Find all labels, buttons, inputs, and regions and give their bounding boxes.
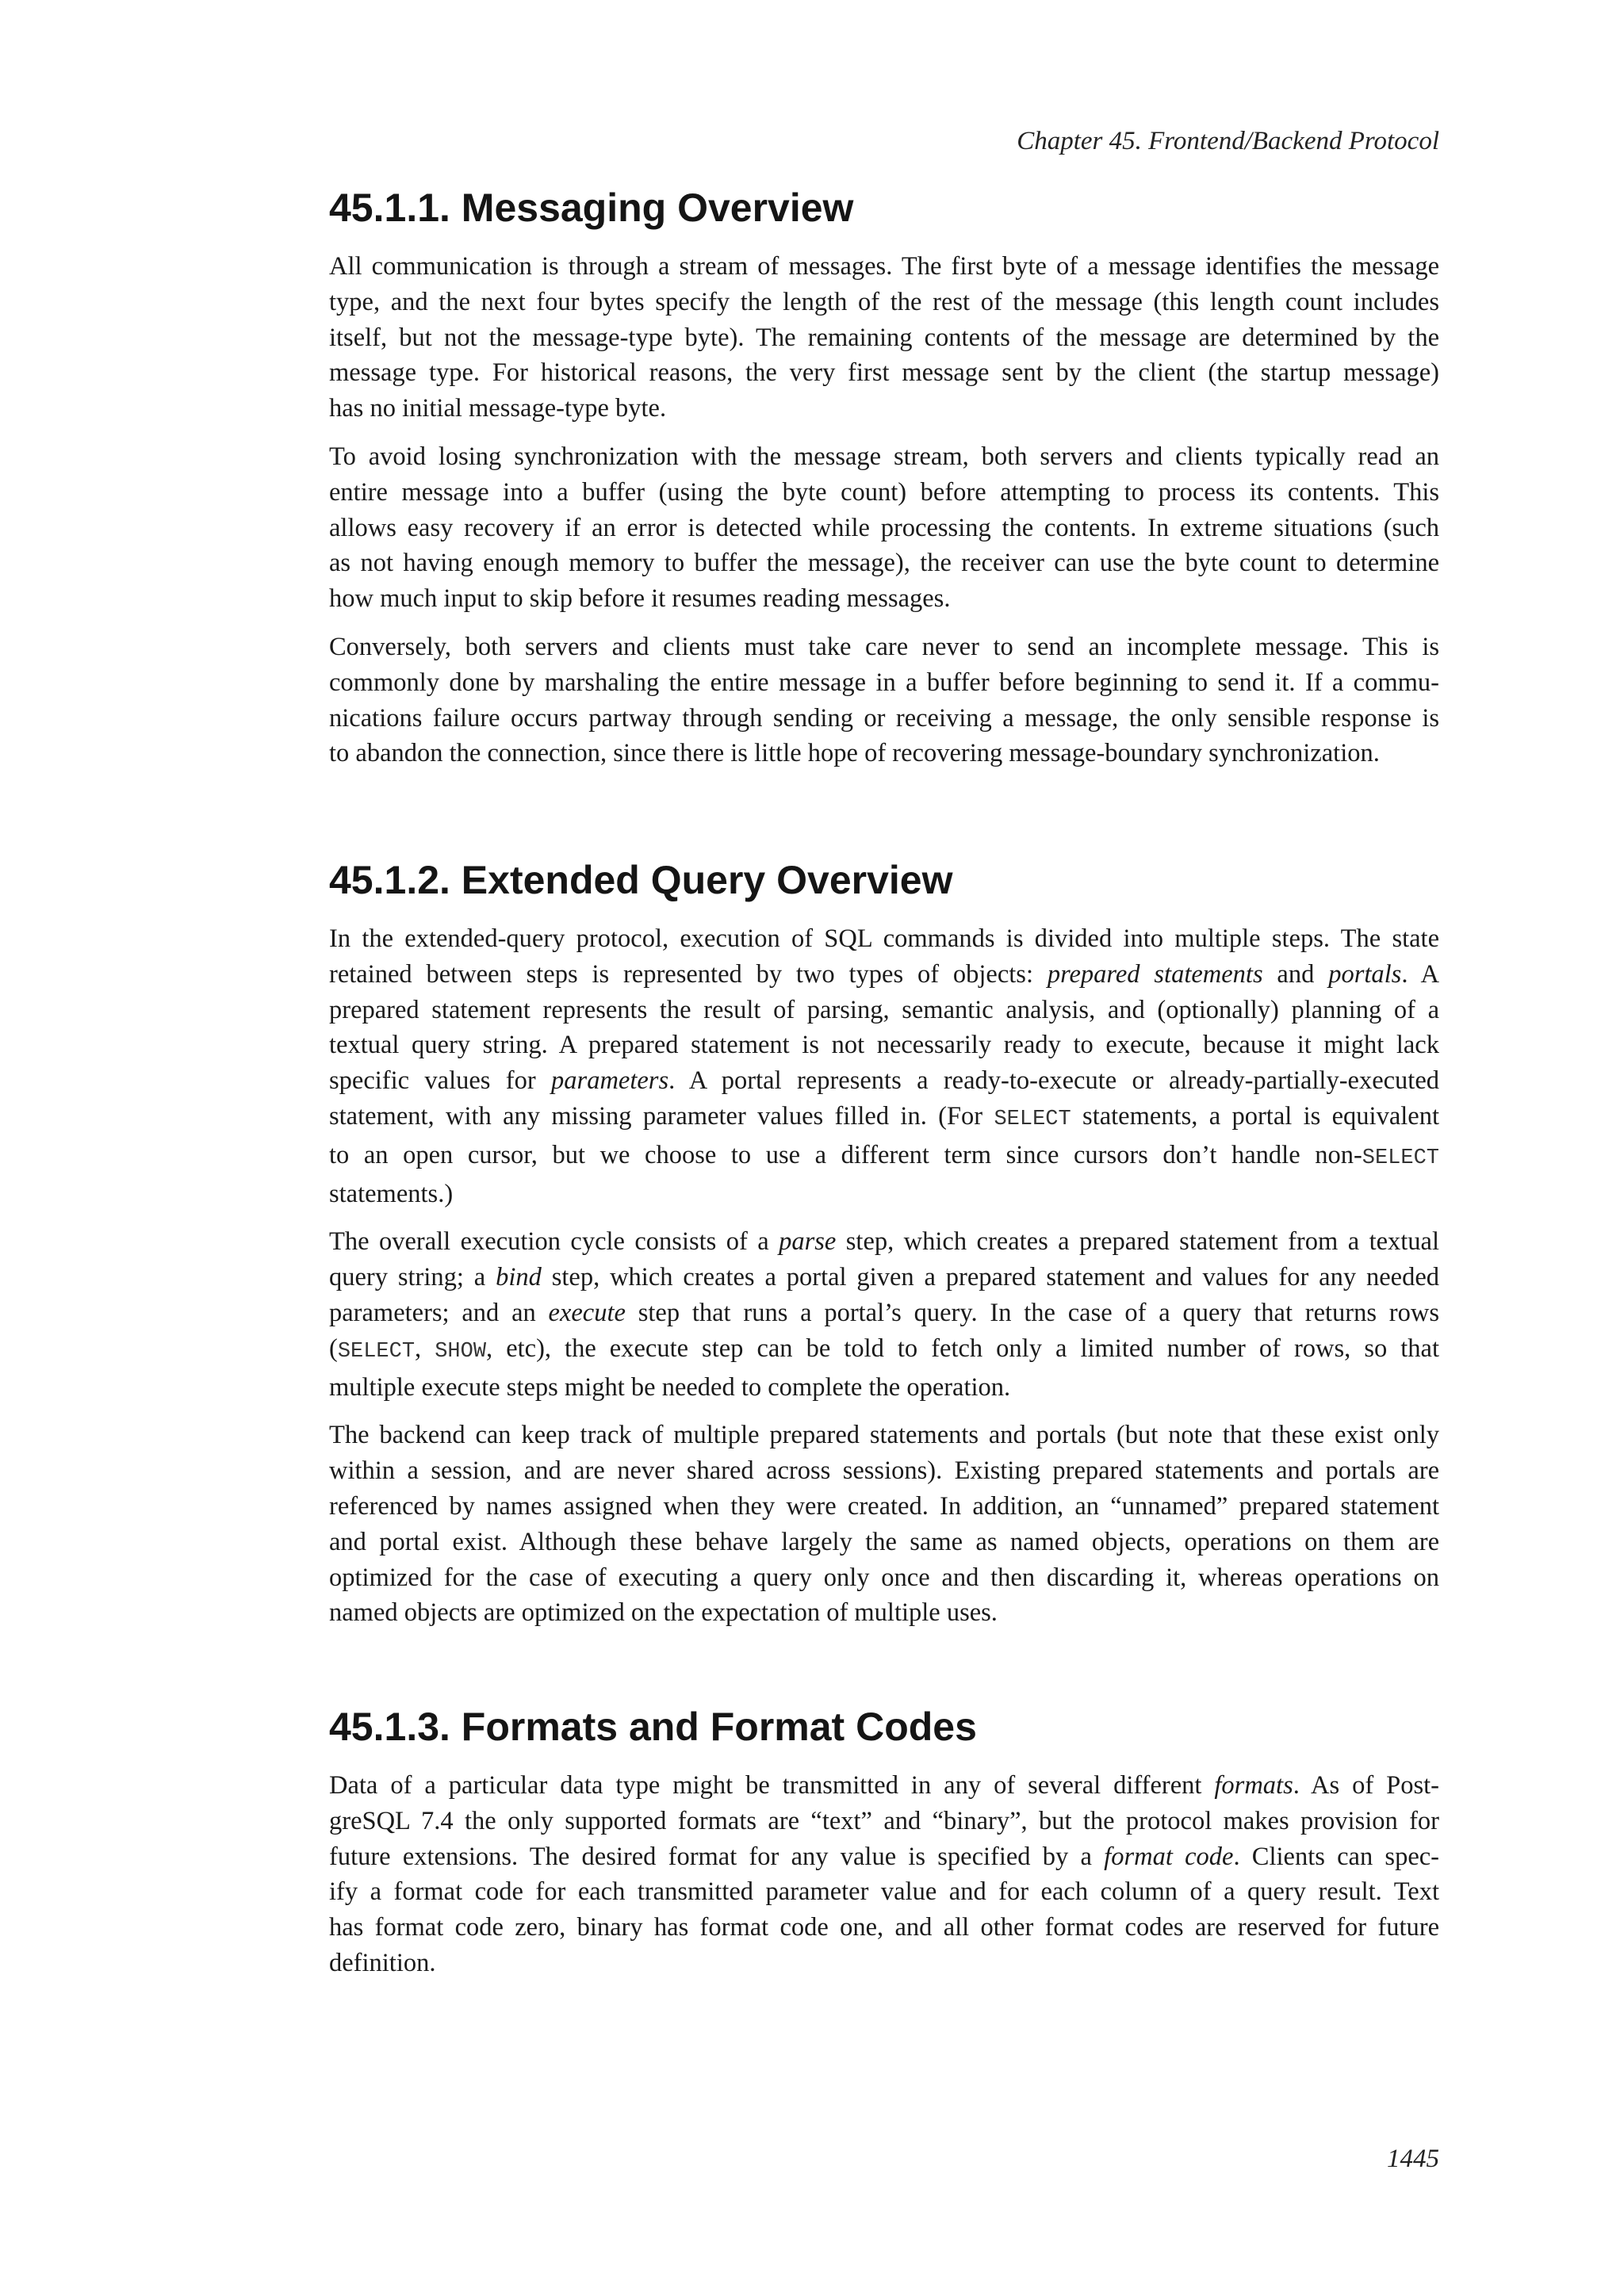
section-extended-query-overview xyxy=(329,856,1439,1644)
text-line: as not having enough memory to buffer the message), the receiver can use the byte count to determine xyxy=(329,549,1439,578)
text-line: multiple execute steps might be needed to complete the operation. xyxy=(329,1372,1011,1402)
text-line: and portal exist. Although these behave largely the same as named objects, operations on them are xyxy=(329,1527,1439,1556)
text-line: In the extended-query protocol, execution of SQL commands is divided into multiple steps. The state xyxy=(329,924,1439,953)
running-header: Chapter 45. Frontend/Backend Protocol xyxy=(1017,127,1439,155)
text-line: specific values for parameters. A portal represents a ready-to-execute or already-partially-executed xyxy=(329,1066,1439,1096)
text-line: definition. xyxy=(329,1948,436,1977)
text-line: future extensions. The desired format for any value is specified by a format code. Clients can spec- xyxy=(329,1842,1439,1871)
paragraph xyxy=(329,1418,1439,1631)
text-line: has format code zero, binary has format code one, and all other format codes are reserved for future xyxy=(329,1913,1439,1942)
text-line: named objects are optimized on the expectation of multiple uses. xyxy=(329,1598,998,1628)
text-line: optimized for the case of executing a query only once and then discarding it, whereas operations on xyxy=(329,1563,1439,1592)
text-line: statement, with any missing parameter values filled in. (For SELECT statements, a portal is equivalent xyxy=(329,1101,1439,1131)
text-line: allows easy recovery if an error is detected while processing the contents. In extreme situations (such xyxy=(329,513,1439,542)
text-line: parameters; and an execute step that runs a portal’s query. In the case of a query that returns rows xyxy=(329,1298,1439,1327)
paragraph xyxy=(329,921,1439,1211)
text-line: query string; a bind step, which creates a portal given a prepared statement and values for any needed xyxy=(329,1263,1439,1292)
section-body xyxy=(329,921,1439,1631)
section-body xyxy=(329,249,1439,771)
text-line: itself, but not the message-type byte). The remaining contents of the message are determined by the xyxy=(329,323,1439,352)
section-title: 45.1.1. Messaging Overview xyxy=(329,186,854,230)
text-line: ify a format code for each transmitted parameter value and for each column of a query result. Text xyxy=(329,1877,1439,1907)
text-line: message type. For historical reasons, the very first message sent by the client (the startup message) xyxy=(329,358,1439,388)
section-title: 45.1.2. Extended Query Overview xyxy=(329,858,953,902)
text-line: The overall execution cycle consists of a parse step, which creates a prepared statement from a textual xyxy=(329,1227,1440,1257)
text-line: Data of a particular data type might be transmitted in any of several different formats. As of Post- xyxy=(329,1771,1439,1800)
text-line: has no initial message-type byte. xyxy=(329,394,667,423)
text-line: prepared statement represents the result of parsing, semantic analysis, and (optionally) planning of a xyxy=(329,995,1439,1024)
text-line: referenced by names assigned when they were created. In addition, an “unnamed” prepared statement xyxy=(329,1491,1439,1521)
text-line: how much input to skip before it resumes reading messages. xyxy=(329,584,951,614)
text-line: The backend can keep track of multiple prepared statements and portals (but note that these exist only xyxy=(329,1421,1439,1450)
text-line: type, and the next four bytes specify the length of the rest of the message (this length count includes xyxy=(329,287,1439,316)
paragraph xyxy=(329,1224,1439,1405)
text-line: greSQL 7.4 the only supported formats are “text” and “binary”, but the protocol makes provision for xyxy=(329,1806,1439,1835)
section-formats-and-format-codes xyxy=(329,1703,1439,1994)
text-line: entire message into a buffer (using the byte count) before attempting to process its contents. This xyxy=(329,477,1439,507)
section-title: 45.1.3. Formats and Format Codes xyxy=(329,1705,977,1749)
text-line: textual query string. A prepared statement is not necessarily ready to execute, because it might lack xyxy=(329,1031,1439,1060)
paragraph xyxy=(329,1768,1439,1981)
text-line: (SELECT, SHOW, etc), the execute step can be told to fetch only a limited number of rows, so that xyxy=(329,1334,1440,1364)
text-line: within a session, and are never shared across sessions). Existing prepared statements and portals are xyxy=(329,1456,1439,1486)
text-line: To avoid losing synchronization with the message stream, both servers and clients typically read an xyxy=(329,442,1439,471)
paragraph xyxy=(329,249,1439,427)
text-line: nications failure occurs partway through sending or receiving a message, the only sensible response is xyxy=(329,703,1439,733)
text-line: Conversely, both servers and clients must take care never to send an incomplete message. This is xyxy=(329,632,1439,661)
text-line: to an open cursor, but we choose to use a different term since cursors don’t handle non-SELECT xyxy=(329,1140,1439,1170)
paragraph xyxy=(329,439,1439,617)
text-line: retained between steps is represented by two types of objects: prepared statements and portals. A xyxy=(329,959,1439,989)
paragraph xyxy=(329,629,1439,771)
page-number: 1445 xyxy=(1387,2145,1439,2173)
text-line: commonly done by marshaling the entire message in a buffer before beginning to send it. If a commu- xyxy=(329,668,1439,697)
text-line: to abandon the connection, since there is little hope of recovering message-boundary synchronization. xyxy=(329,739,1380,768)
section-body xyxy=(329,1768,1439,1981)
section-messaging-overview xyxy=(329,184,1439,784)
text-line: All communication is through a stream of messages. The first byte of a message identifies the message xyxy=(329,252,1439,281)
text-line: statements.) xyxy=(329,1179,454,1208)
